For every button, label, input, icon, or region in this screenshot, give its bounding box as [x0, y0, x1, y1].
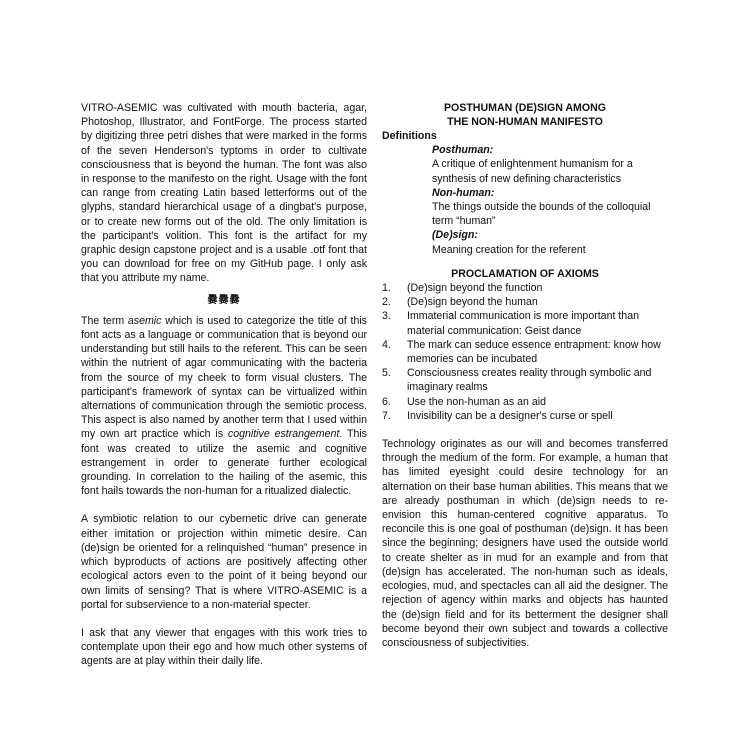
axiom-text: Invisibility can be a designer's curse or spell: [407, 409, 613, 422]
asemic-paragraph: [81, 314, 367, 499]
cognitive-estrangement-term: cognitive estrangement: [227, 428, 340, 441]
glyph-sample: 爨爨爨: [207, 294, 241, 306]
definition-text: The things outside the bounds of the colloquial term “human”: [432, 201, 651, 228]
definition-term: (De)sign:: [432, 229, 478, 242]
axiom-text: Immaterial communication is more important than material communication: Geist dance: [407, 310, 639, 337]
axiom-item: [382, 409, 668, 423]
axiom-text: (De)sign beyond the human: [407, 296, 538, 309]
asemic-term: asemic: [127, 314, 162, 327]
axiom-text: The mark can seduce essence entrapment: know how memories can be incubated: [407, 338, 661, 366]
axiom-number: 7.: [382, 409, 391, 422]
axioms-list: [382, 281, 668, 423]
definitions-label: Definitions: [382, 130, 437, 142]
definition-text: A critique of enlightenment humanism for a synthesis of new defining characteristics: [432, 158, 633, 185]
left-column: [81, 101, 367, 669]
axiom-number: 1.: [382, 282, 391, 295]
axioms-title: PROCLAMATION OF AXIOMS: [451, 267, 599, 280]
axiom-text: (De)sign beyond the function: [407, 282, 543, 295]
asemic-text-3: . This font was created to utilize the asemic and cognitive estrangement in order to generate further ecological grounding. In correlation to the hailing of the asemic, this font hails towards the non-human for a ritualized dialectic.: [81, 428, 367, 498]
asemic-text-2: which is used to categorize the title of this font acts as a language or communication that is beyond our understanding but still hails to the referent. This can be seen within the nutrient of agar communicating with the bacteria from the source of my cheek to form visual clusters. The participant's framework of syntax can be virtualized within alternations of communication through the semiotic process. This aspect is also named by another term that I used within my own art practice which is: [81, 314, 367, 441]
definition-text: Meaning creation for the referent: [432, 243, 586, 256]
axiom-item: [382, 309, 668, 337]
definition-term: Posthuman:: [432, 144, 494, 157]
axiom-number: 3.: [382, 310, 391, 323]
manifesto-title-line-2: THE NON-HUMAN MANIFESTO: [447, 116, 603, 128]
viewer-paragraph: I ask that any viewer that engages with this work tries to contemplate upon their ego and how much other systems of agents are at play within their daily life.: [81, 626, 367, 668]
manifesto-title-line-1: POSTHUMAN (DE)SIGN AMONG: [443, 102, 607, 114]
axiom-item: [382, 338, 668, 366]
axiom-text: Use the non-human as an aid: [407, 395, 546, 408]
definition-term: Non-human:: [432, 186, 495, 199]
asemic-text-1: The term: [81, 314, 128, 327]
axiom-item: [382, 366, 668, 394]
symbiotic-paragraph: A symbiotic relation to our cybernetic drive can generate either imitation or projection within mimetic desire. Can (de)sign be oriented for a relinquished “human” presence in which byproducts of actions are positively affecting other ecological actors even to the point of it being beyond our own limits of sensing? That is where VITRO-ASEMIC is a portal for subservience to a non-material specter.: [81, 513, 367, 611]
axiom-number: 2.: [382, 296, 391, 309]
axiom-number: 5.: [382, 367, 391, 380]
axiom-text: Consciousness creates reality through symbolic and imaginary realms: [407, 367, 652, 394]
axiom-item: [382, 295, 668, 309]
axiom-number: 4.: [382, 338, 391, 351]
definitions-list: [382, 143, 668, 257]
intro-paragraph: VITRO-ASEMIC was cultivated with mouth bacteria, agar, Photoshop, Illustrator, and FontForge. The process started by digitizing three petri dishes that were marked in the forms of the seven Henderson's typtoms in order to cultivate consciousness that is beyond the human. The font was also in response to the manifesto on the right. Usage with the font can range from creating Latin based letterforms out of the glyphs, standard hierarchical usage of a dingbat's purpose, or to create new forms out of the old. The only limitation is the participant's volition. This font is the artifact for my graphic design capstone project and is a usable .otf font that you can download for free on my GitHub page. I only ask that you attribute my name.: [81, 102, 367, 285]
axiom-item: [382, 281, 668, 295]
technology-paragraph: Technology originates as our will and becomes transferred through the medium of the form. For example, a human that has limited eyesight could desire technology for an alternation on their base human abilities. This means that we are already posthuman in which (de)sign needs to re-envision this human-centered cognitive apparatus. To reconcile this is one goal of posthuman (de)sign. It has been since the beginning; designers have used the outside world to create shelter as in mud for an example and from that (de)sign has accelerated. The non-human such as ideals, ecologies, mud, and spectacles can all aid the designer. The rejection of agency within marks and objects has haunted the (de)sign field and for its betterment the designer shall become beyond their own subject and towards a collective consciousness of subjectivities.: [382, 438, 668, 649]
right-column: [382, 101, 668, 650]
axiom-item: [382, 395, 668, 409]
axiom-number: 6.: [382, 395, 391, 408]
